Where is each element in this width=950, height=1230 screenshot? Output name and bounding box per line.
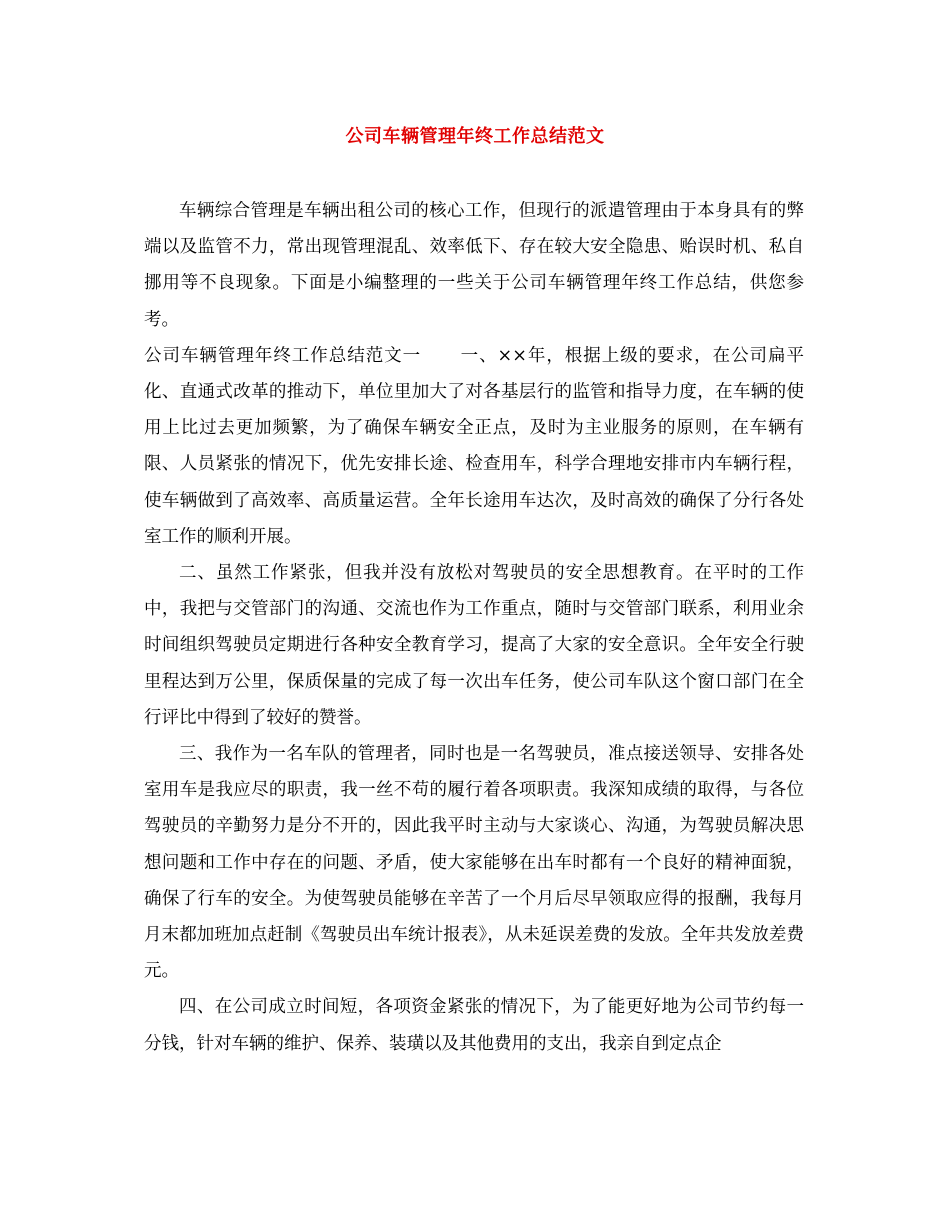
document-body [144,193,804,1062]
paragraph-4: 四、在公司成立时间短，各项资金紧张的情况下，为了能更好地为公司节约每一分钱，针对车辆的维护、保养、装璜以及其他费用的支出，我亲自到定点企 [144,997,804,1054]
paragraph-2: 二、虽然工作紧张，但我并没有放松对驾驶员的安全思想教育。在平时的工作中，我把与交管部门的沟通、交流也作为工作重点，随时与交管部门联系，利用业余时间组织驾驶员定期进行各种安全教育学习，提高了大家的安全意识。全年安全行驶里程达到万公里，保质保量的完成了每一次出车任务，使公司车队这个窗口部门在全行评比中得到了较好的赞誉。 [144,563,804,728]
document-title: 公司车辆管理年终工作总结范文 [345,126,605,147]
intro-paragraph: 车辆综合管理是车辆出租公司的核心工作，但现行的派遣管理由于本身具有的弊端以及监管不力，常出现管理混乱、效率低下、存在较大安全隐患、贻误时机、私自挪用等不良现象。下面是小编整理的一些关于公司车辆管理年终工作总结，供您参考。 [144,201,804,330]
paragraph-1-text: 一、××年，根据上级的要求，在公司扁平化、直通式改革的推动下，单位里加大了对各基层行的监管和指导力度，在车辆的使用上比过去更加频繁，为了确保车辆安全正点，及时为主业服务的原则，在车辆有限、人员紧张的情况下，优先安排长途、检查用车，科学合理地安排市内车辆行程，使车辆做到了高效率、高质量运营。全年长途用车达次，及时高效的确保了分行各处室工作的顺利开展。 [144,345,804,547]
paragraph-3: 三、我作为一名车队的管理者，同时也是一名驾驶员，准点接送领导、安排各处室用车是我应尽的职责，我一丝不苟的履行着各项职责。我深知成绩的取得，与各位驾驶员的辛勤努力是分不开的，因此我平时主动与大家谈心、沟通，为驾驶员解决思想问题和工作中存在的问题、矛盾，使大家能够在出车时都有一个良好的精神面貌，确保了行车的安全。为使驾驶员能够在辛苦了一个月后尽早领取应得的报酬，我每月月末都加班加点赶制《驾驶员出车统计报表》，从未延误差费的发放。全年共发放差费元。 [144,744,804,982]
section-paragraph-1 [144,338,804,555]
section-label: 公司车辆管理年终工作总结范文一 [144,345,422,366]
